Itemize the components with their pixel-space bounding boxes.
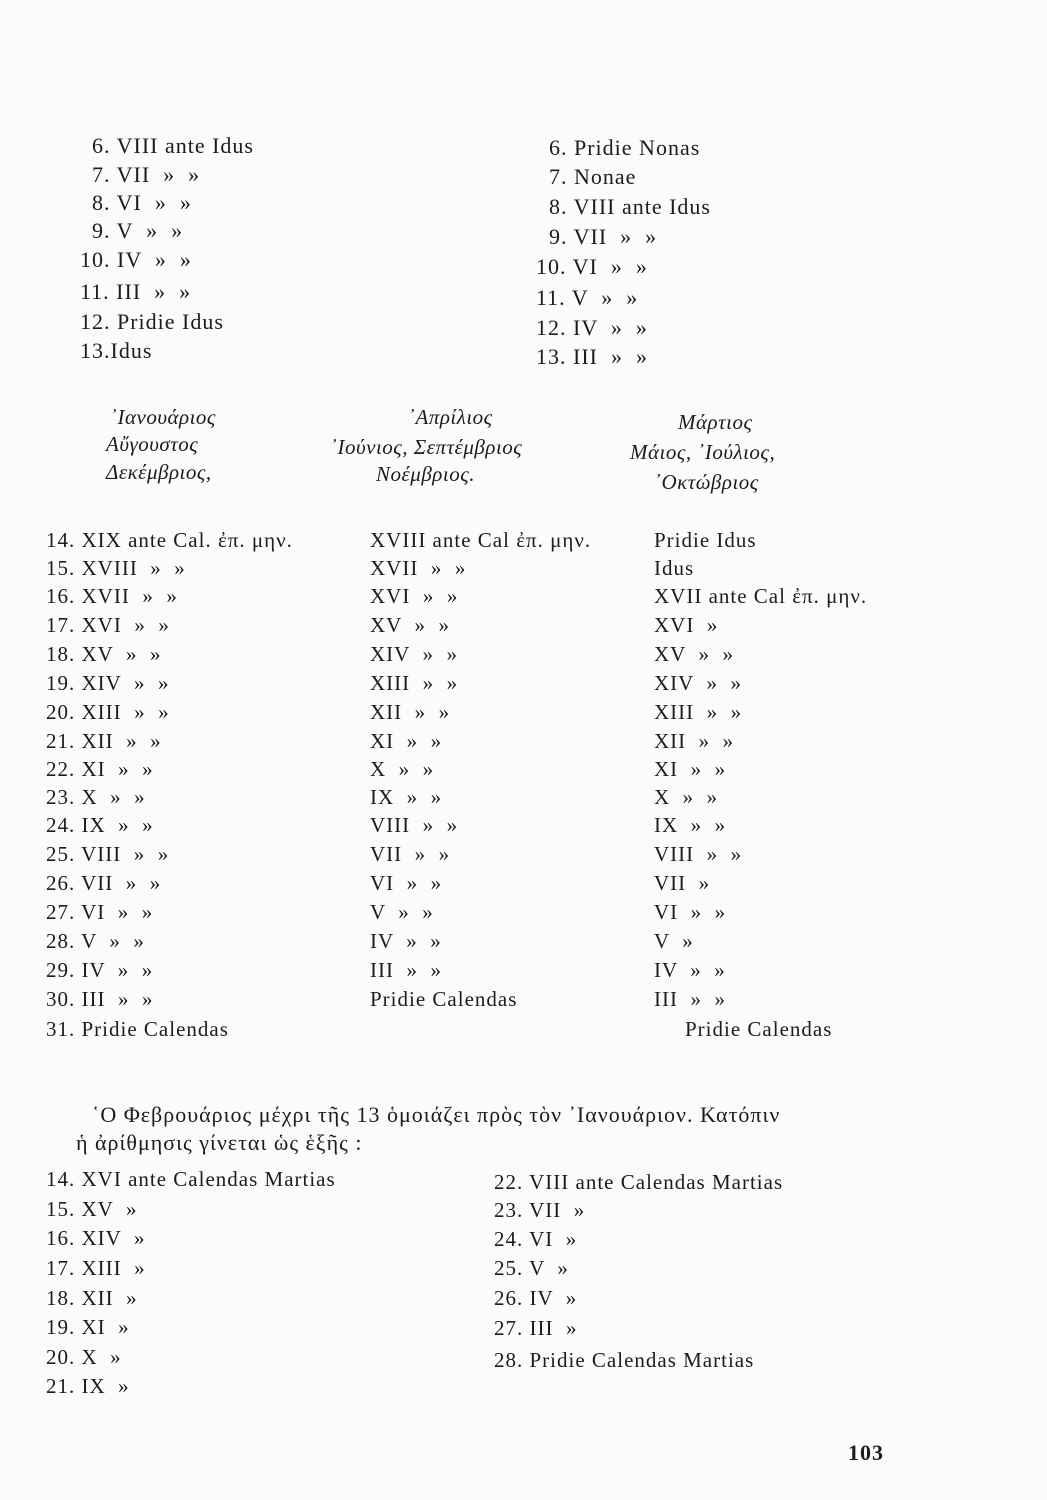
list-item: 11. III » » (80, 279, 192, 304)
list-item: 9. V » » (92, 218, 184, 243)
paragraph-line2: ἡ ἀρίθμησις γίνεται ὡς ἑξῆς : (76, 1130, 363, 1155)
list-item: 7. Nonae (549, 164, 637, 189)
list-item: 10. IV » » (80, 247, 192, 272)
table-cell: VII » (654, 871, 711, 895)
month-header-col1-line2: Αὔγουστος (106, 432, 199, 456)
list-item: 19. XI » (46, 1315, 130, 1339)
list-item: 27. III » (494, 1316, 578, 1340)
month-header-col2-line2: ᾿Ιούνιος, Σεπτέμβριος (330, 435, 523, 459)
month-header-col1-line1: ᾿Ιανουάριος (110, 405, 216, 429)
table-cell: 25. VIII » » (46, 842, 170, 866)
table-cell: 19. XIV » » (46, 671, 170, 695)
table-cell: IV » » (370, 929, 442, 953)
table-cell: X » » (654, 785, 719, 809)
list-item: 6. Pridie Nonas (549, 135, 701, 160)
table-cell: 20. XIII » » (46, 700, 170, 724)
table-cell: VII » » (370, 842, 451, 866)
list-item: 8. VIII ante Idus (549, 194, 711, 219)
paragraph-line1: ῾Ο Φεβρουάριος μέχρι τῆς 13 ὁμοιάζει πρὸς τὸν ᾿Ιανουάριον. Κατόπιν (92, 1102, 781, 1127)
list-item: 13. III » » (536, 344, 648, 369)
table-cell: XIV » » (370, 642, 458, 666)
list-item: 24. VI » (494, 1227, 578, 1251)
table-cell: 30. III » » (46, 987, 154, 1011)
table-cell: XVII » » (370, 556, 467, 580)
table-cell: 23. X » » (46, 785, 146, 809)
table-cell: VI » » (370, 871, 443, 895)
table-cell: Idus (654, 556, 695, 580)
list-item: 6. VIII ante Idus (92, 133, 254, 158)
list-item: 20. X » (46, 1345, 122, 1369)
table-cell: 24. IX » » (46, 813, 154, 837)
table-cell: XIII » » (654, 700, 743, 724)
table-cell: III » » (370, 958, 442, 982)
table-cell: 31. Pridie Calendas (46, 1017, 229, 1041)
table-cell: IX » » (370, 785, 443, 809)
month-header-col2-line1: ᾿Απρίλιος (408, 405, 493, 429)
table-cell: III » » (654, 987, 726, 1011)
table-cell: VI » » (654, 900, 727, 924)
list-item: 9. VII » » (549, 224, 658, 249)
list-item: 12. IV » » (536, 315, 648, 340)
table-cell: X » » (370, 757, 435, 781)
table-cell: 29. IV » » (46, 958, 154, 982)
list-item: 15. XV » (46, 1197, 138, 1221)
month-header-col2-line3: Νοέμβριος. (376, 462, 475, 486)
table-cell: Pridie Calendas (685, 1017, 833, 1041)
table-cell: XV » » (654, 642, 734, 666)
table-cell: XII » » (654, 729, 735, 753)
month-header-col3-line3: ᾿Οκτώβριος (654, 470, 759, 494)
table-cell: 26. VII » » (46, 871, 162, 895)
table-cell: V » (654, 929, 694, 953)
table-cell: 27. VI » » (46, 900, 154, 924)
list-item: 23. VII » (494, 1198, 586, 1222)
list-item: 17. XIII » (46, 1256, 146, 1280)
table-cell: 21. XII » » (46, 729, 162, 753)
list-item: 14. XVI ante Calendas Martias (46, 1167, 336, 1191)
table-cell: 28. V » » (46, 929, 145, 953)
month-header-col3-line1: Μάρτιος (678, 410, 753, 434)
table-cell: V » » (370, 900, 434, 924)
list-item: 21. IX » (46, 1374, 130, 1398)
table-cell: 17. XVI » » (46, 613, 170, 637)
list-item: 26. IV » (494, 1286, 578, 1310)
table-cell: 14. XIX ante Cal. ἐπ. μην. (46, 528, 293, 552)
table-cell: 18. XV » » (46, 642, 162, 666)
table-cell: 15. XVIII » » (46, 556, 186, 580)
table-cell: XVII ante Cal ἐπ. μην. (654, 584, 868, 608)
month-header-col3-line2: Μάιος, ᾿Ιούλιος, (630, 440, 776, 464)
list-item: 13.Idus (80, 338, 153, 363)
table-cell: XII » » (370, 700, 451, 724)
table-cell: VIII » » (654, 842, 743, 866)
list-item: 16. XIV » (46, 1226, 146, 1250)
table-cell: XIV » » (654, 671, 742, 695)
table-cell: Pridie Idus (654, 528, 757, 552)
table-cell: XI » » (654, 757, 727, 781)
page-number: 103 (848, 1440, 884, 1465)
table-cell: IV » » (654, 958, 726, 982)
list-item: 22. VIII ante Calendas Martias (494, 1170, 784, 1194)
list-item: 10. VI » » (536, 254, 648, 279)
table-cell: 22. XI » » (46, 757, 154, 781)
list-item: 18. XII » (46, 1286, 138, 1310)
table-cell: Pridie Calendas (370, 987, 518, 1011)
list-item: 12. Pridie Idus (80, 309, 224, 334)
table-cell: XI » » (370, 729, 443, 753)
table-cell: XIII » » (370, 671, 459, 695)
table-cell: IX » » (654, 813, 727, 837)
table-cell: VIII » » (370, 813, 459, 837)
table-cell: XV » » (370, 613, 450, 637)
table-cell: 16. XVII » » (46, 584, 178, 608)
list-item: 11. V » » (536, 285, 639, 310)
list-item: 7. VII » » (92, 162, 201, 187)
table-cell: XVIII ante Cal ἐπ. μην. (370, 528, 592, 552)
month-header-col1-line3: Δεκέμβριος, (106, 460, 212, 484)
table-cell: XVI » » (370, 584, 459, 608)
table-cell: XVI » (654, 613, 719, 637)
list-item: 8. VI » » (92, 190, 192, 215)
list-item: 25. V » (494, 1256, 569, 1280)
list-item: 28. Pridie Calendas Martias (494, 1348, 755, 1372)
